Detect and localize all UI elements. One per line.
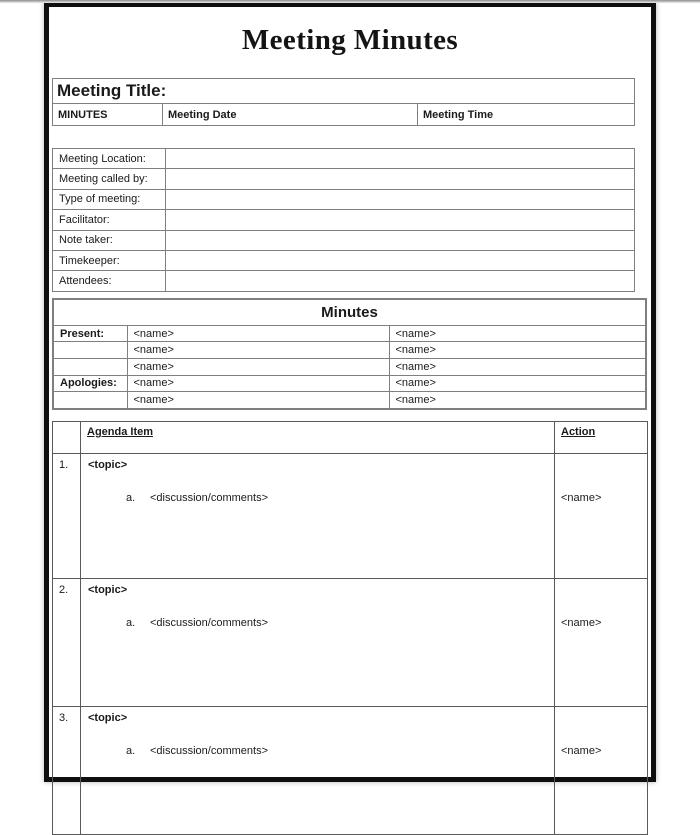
agenda-item-cell: [81, 453, 555, 578]
attendee-name-cell: <name>: [389, 375, 646, 392]
detail-value-cell: [166, 189, 635, 209]
attendee-name-cell: <name>: [389, 342, 646, 359]
meeting-time-header-cell: Meeting Time: [418, 104, 635, 126]
attendee-name-cell: <name>: [127, 342, 389, 359]
meeting-title-row: [53, 79, 635, 104]
agenda-discussion-line: [126, 617, 554, 630]
table-row: [53, 271, 635, 291]
agenda-header-row: [53, 421, 648, 453]
attendee-name-cell: <name>: [389, 325, 646, 342]
viewport-top-edge: [0, 0, 700, 3]
agenda-row: [53, 453, 648, 578]
detail-label: Meeting Location:: [53, 149, 166, 169]
agenda-action-cell: <name>: [555, 706, 648, 834]
attendee-name-cell: <name>: [127, 325, 389, 342]
table-row: [53, 189, 635, 209]
attendee-name-cell: <name>: [389, 358, 646, 375]
document-page: [44, 2, 656, 782]
detail-label: Type of meeting:: [53, 189, 166, 209]
attendee-name-cell: <name>: [127, 392, 389, 409]
list-marker: a.: [126, 744, 136, 757]
list-marker: a.: [126, 616, 136, 629]
detail-label: Attendees:: [53, 271, 166, 291]
attendance-label: Apologies:: [53, 375, 127, 392]
table-row: [53, 210, 635, 230]
table-row: [53, 250, 635, 270]
minutes-header-row: [53, 299, 646, 326]
table-row: [53, 230, 635, 250]
agenda-item-cell: [81, 578, 555, 706]
agenda-item-header-label: Agenda Item: [87, 425, 154, 438]
attendance-label: Present:: [53, 325, 127, 342]
attendee-name-cell: <name>: [127, 358, 389, 375]
agenda-row: [53, 578, 648, 706]
meeting-title-label: Meeting Title:: [53, 79, 635, 104]
agenda-topic: <topic>: [88, 583, 128, 596]
detail-label: Timekeeper:: [53, 250, 166, 270]
agenda-item-cell: [81, 706, 555, 834]
minutes-attendance-table: [52, 298, 647, 410]
attendance-label: [53, 342, 127, 359]
minutes-header-cell: MINUTES: [53, 104, 163, 126]
attendance-label: [53, 358, 127, 375]
agenda-action-header-label: Action: [561, 425, 596, 438]
table-row: [53, 169, 635, 189]
detail-value-cell: [166, 210, 635, 230]
detail-value-cell: [166, 230, 635, 250]
detail-label: Meeting called by:: [53, 169, 166, 189]
agenda-discussion-line: [126, 745, 554, 758]
table-row: [53, 325, 646, 342]
agenda-topic: <topic>: [88, 711, 128, 724]
attendee-name-cell: <name>: [127, 375, 389, 392]
attendee-name-cell: <name>: [389, 392, 646, 409]
attendance-label: [53, 392, 127, 409]
agenda-item-header-cell: [81, 421, 555, 453]
agenda-discussion: <discussion/comments>: [150, 616, 268, 629]
table-row: [53, 342, 646, 359]
detail-value-cell: [166, 169, 635, 189]
agenda-row: [53, 706, 648, 834]
meeting-title-table: [52, 78, 635, 126]
meeting-meta-header-row: [53, 104, 635, 126]
agenda-item-number: 3.: [53, 706, 81, 834]
agenda-table: [52, 421, 648, 835]
agenda-action-cell: <name>: [555, 453, 648, 578]
minutes-section-title: Minutes: [53, 299, 646, 326]
agenda-item-number: 2.: [53, 578, 81, 706]
detail-value-cell: [166, 149, 635, 169]
table-row: [53, 149, 635, 169]
table-row: [53, 375, 646, 392]
detail-label: Facilitator:: [53, 210, 166, 230]
agenda-topic: <topic>: [88, 458, 128, 471]
table-row: [53, 392, 646, 409]
agenda-number-header-cell: [53, 421, 81, 453]
agenda-item-number: 1.: [53, 453, 81, 578]
document-title: Meeting Minutes: [241, 24, 459, 56]
list-marker: a.: [126, 491, 136, 504]
agenda-action-header-cell: [555, 421, 648, 453]
meeting-date-header-cell: Meeting Date: [163, 104, 418, 126]
meeting-details-table: [52, 148, 635, 292]
agenda-discussion-line: [126, 492, 554, 505]
agenda-action-cell: <name>: [555, 578, 648, 706]
agenda-discussion: <discussion/comments>: [150, 491, 268, 504]
agenda-discussion: <discussion/comments>: [150, 744, 268, 757]
detail-value-cell: [166, 250, 635, 270]
detail-value-cell: [166, 271, 635, 291]
table-row: [53, 358, 646, 375]
detail-label: Note taker:: [53, 230, 166, 250]
